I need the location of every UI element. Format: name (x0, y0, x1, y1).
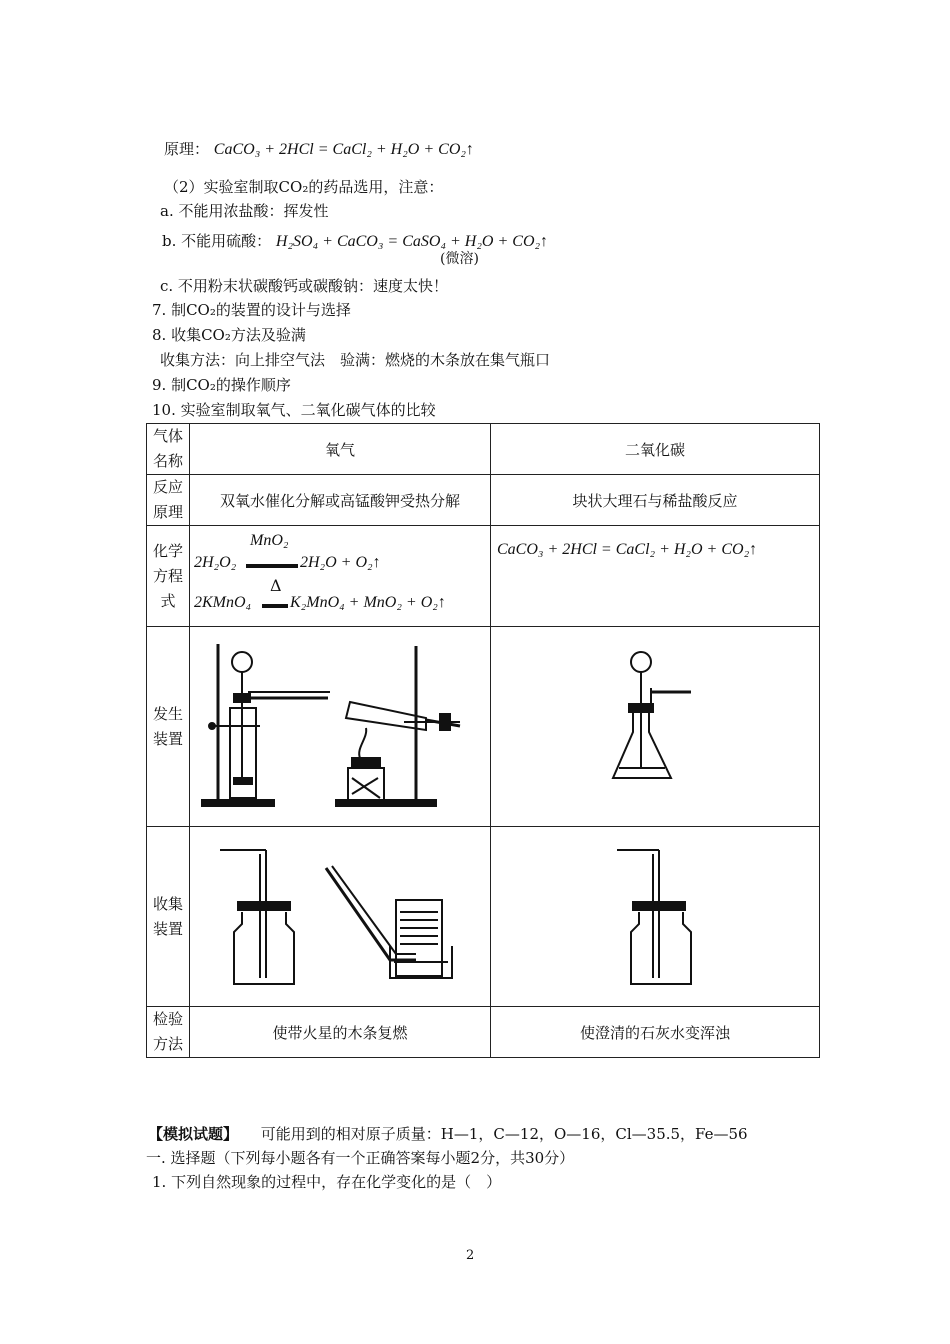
principle-co2: 块状大理石与稀盐酸反应 (491, 475, 820, 526)
table-row-principle (147, 475, 820, 526)
table-row-equation (147, 526, 820, 627)
co2-collector-apparatus (491, 828, 813, 1006)
mock-heading: 【模拟试题】 (148, 1125, 239, 1143)
eq1-left: 2H₂O₂ (194, 554, 237, 571)
principle-label: 原理： (164, 140, 210, 158)
test-co2: 使澄清的石灰水变浑浊 (491, 1007, 820, 1058)
eq2-arrow-bar (262, 604, 288, 608)
note2-a: a. 不能用浓盐酸：挥发性 (160, 202, 329, 220)
oxygen-generator-apparatus (190, 628, 486, 826)
oxygen-collector-apparatus (190, 828, 486, 1006)
label-test: 检验方法 (147, 1007, 190, 1058)
note2-b-equation: H₂SO₄ + CaCO₃ = CaSO₄ + H₂O + CO₂↑ (275, 233, 549, 250)
note2-c: c. 不用粉末状碳酸钙或碳酸钠：速度太快！ (160, 277, 448, 295)
label-generator: 发生装置 (147, 627, 190, 827)
mock-masses: 可能用到的相对原子质量：H—1，C—12，O—16，Cl—35.5，Fe—56 (260, 1125, 748, 1143)
label-collector: 收集装置 (147, 827, 190, 1007)
eq1-right: 2H₂O + O₂↑ (300, 554, 381, 571)
note2-b-label: b. 不能用硫酸： (162, 232, 272, 250)
oxygen-eq2 (194, 576, 490, 620)
co2-generator-apparatus (491, 628, 813, 826)
section-1-title: 一. 选择题（下列每小题各有一个正确答案每小题2分，共30分） (146, 1149, 575, 1167)
gas-oxygen: 氧气 (190, 424, 491, 475)
equation-co2 (491, 526, 820, 627)
item8: 8. 收集CO₂方法及验满 (152, 326, 306, 344)
note2-b (162, 231, 548, 252)
collector-oxygen (190, 827, 491, 1007)
label-principle: 反应原理 (147, 475, 190, 526)
table-row-test (147, 1007, 820, 1058)
label-equation: 化学方程式 (147, 526, 190, 627)
principle-equation: CaCO₃ + 2HCl = CaCl₂ + H₂O + CO₂↑ (213, 141, 474, 158)
eq2-condition: Δ (270, 576, 282, 595)
test-oxygen: 使带火星的木条复燃 (190, 1007, 491, 1058)
question-1: 1. 下列自然现象的过程中，存在化学变化的是（ ） (152, 1173, 502, 1191)
comparison-table (146, 423, 820, 1058)
equation-oxygen (190, 526, 491, 627)
eq1-condition: MnO₂ (250, 532, 289, 549)
item9: 9. 制CO₂的操作顺序 (152, 376, 291, 394)
principle-oxygen: 双氧水催化分解或高锰酸钾受热分解 (190, 475, 491, 526)
co2-equation: CaCO₃ + 2HCl = CaCl₂ + H₂O + CO₂↑ (497, 541, 758, 558)
item7: 7. 制CO₂的装置的设计与选择 (152, 301, 351, 319)
note2-title: （2）实验室制取CO₂的药品选用，注意： (164, 178, 444, 196)
generator-oxygen (190, 627, 491, 827)
principle-line (164, 139, 474, 160)
table-row-collector (147, 827, 820, 1007)
note2-b-note: (微溶) (440, 251, 479, 267)
table-row-gas (147, 424, 820, 475)
eq2-right: K₂MnO₄ + MnO₂ + O₂↑ (290, 594, 446, 611)
generator-co2 (491, 627, 820, 827)
item10: 10. 实验室制取氧气、二氧化碳气体的比较 (152, 401, 436, 419)
mock-line (148, 1124, 748, 1144)
page-number: 2 (466, 1248, 475, 1263)
eq1-arrow-bar (246, 564, 298, 568)
collector-co2 (491, 827, 820, 1007)
eq2-left: 2KMnO₄ (194, 594, 252, 611)
gas-co2: 二氧化碳 (491, 424, 820, 475)
item8-detail: 收集方法：向上排空气法 验满：燃烧的木条放在集气瓶口 (160, 351, 551, 369)
oxygen-eq1 (194, 532, 490, 576)
label-gas: 气体名称 (147, 424, 190, 475)
table-row-generator (147, 627, 820, 827)
